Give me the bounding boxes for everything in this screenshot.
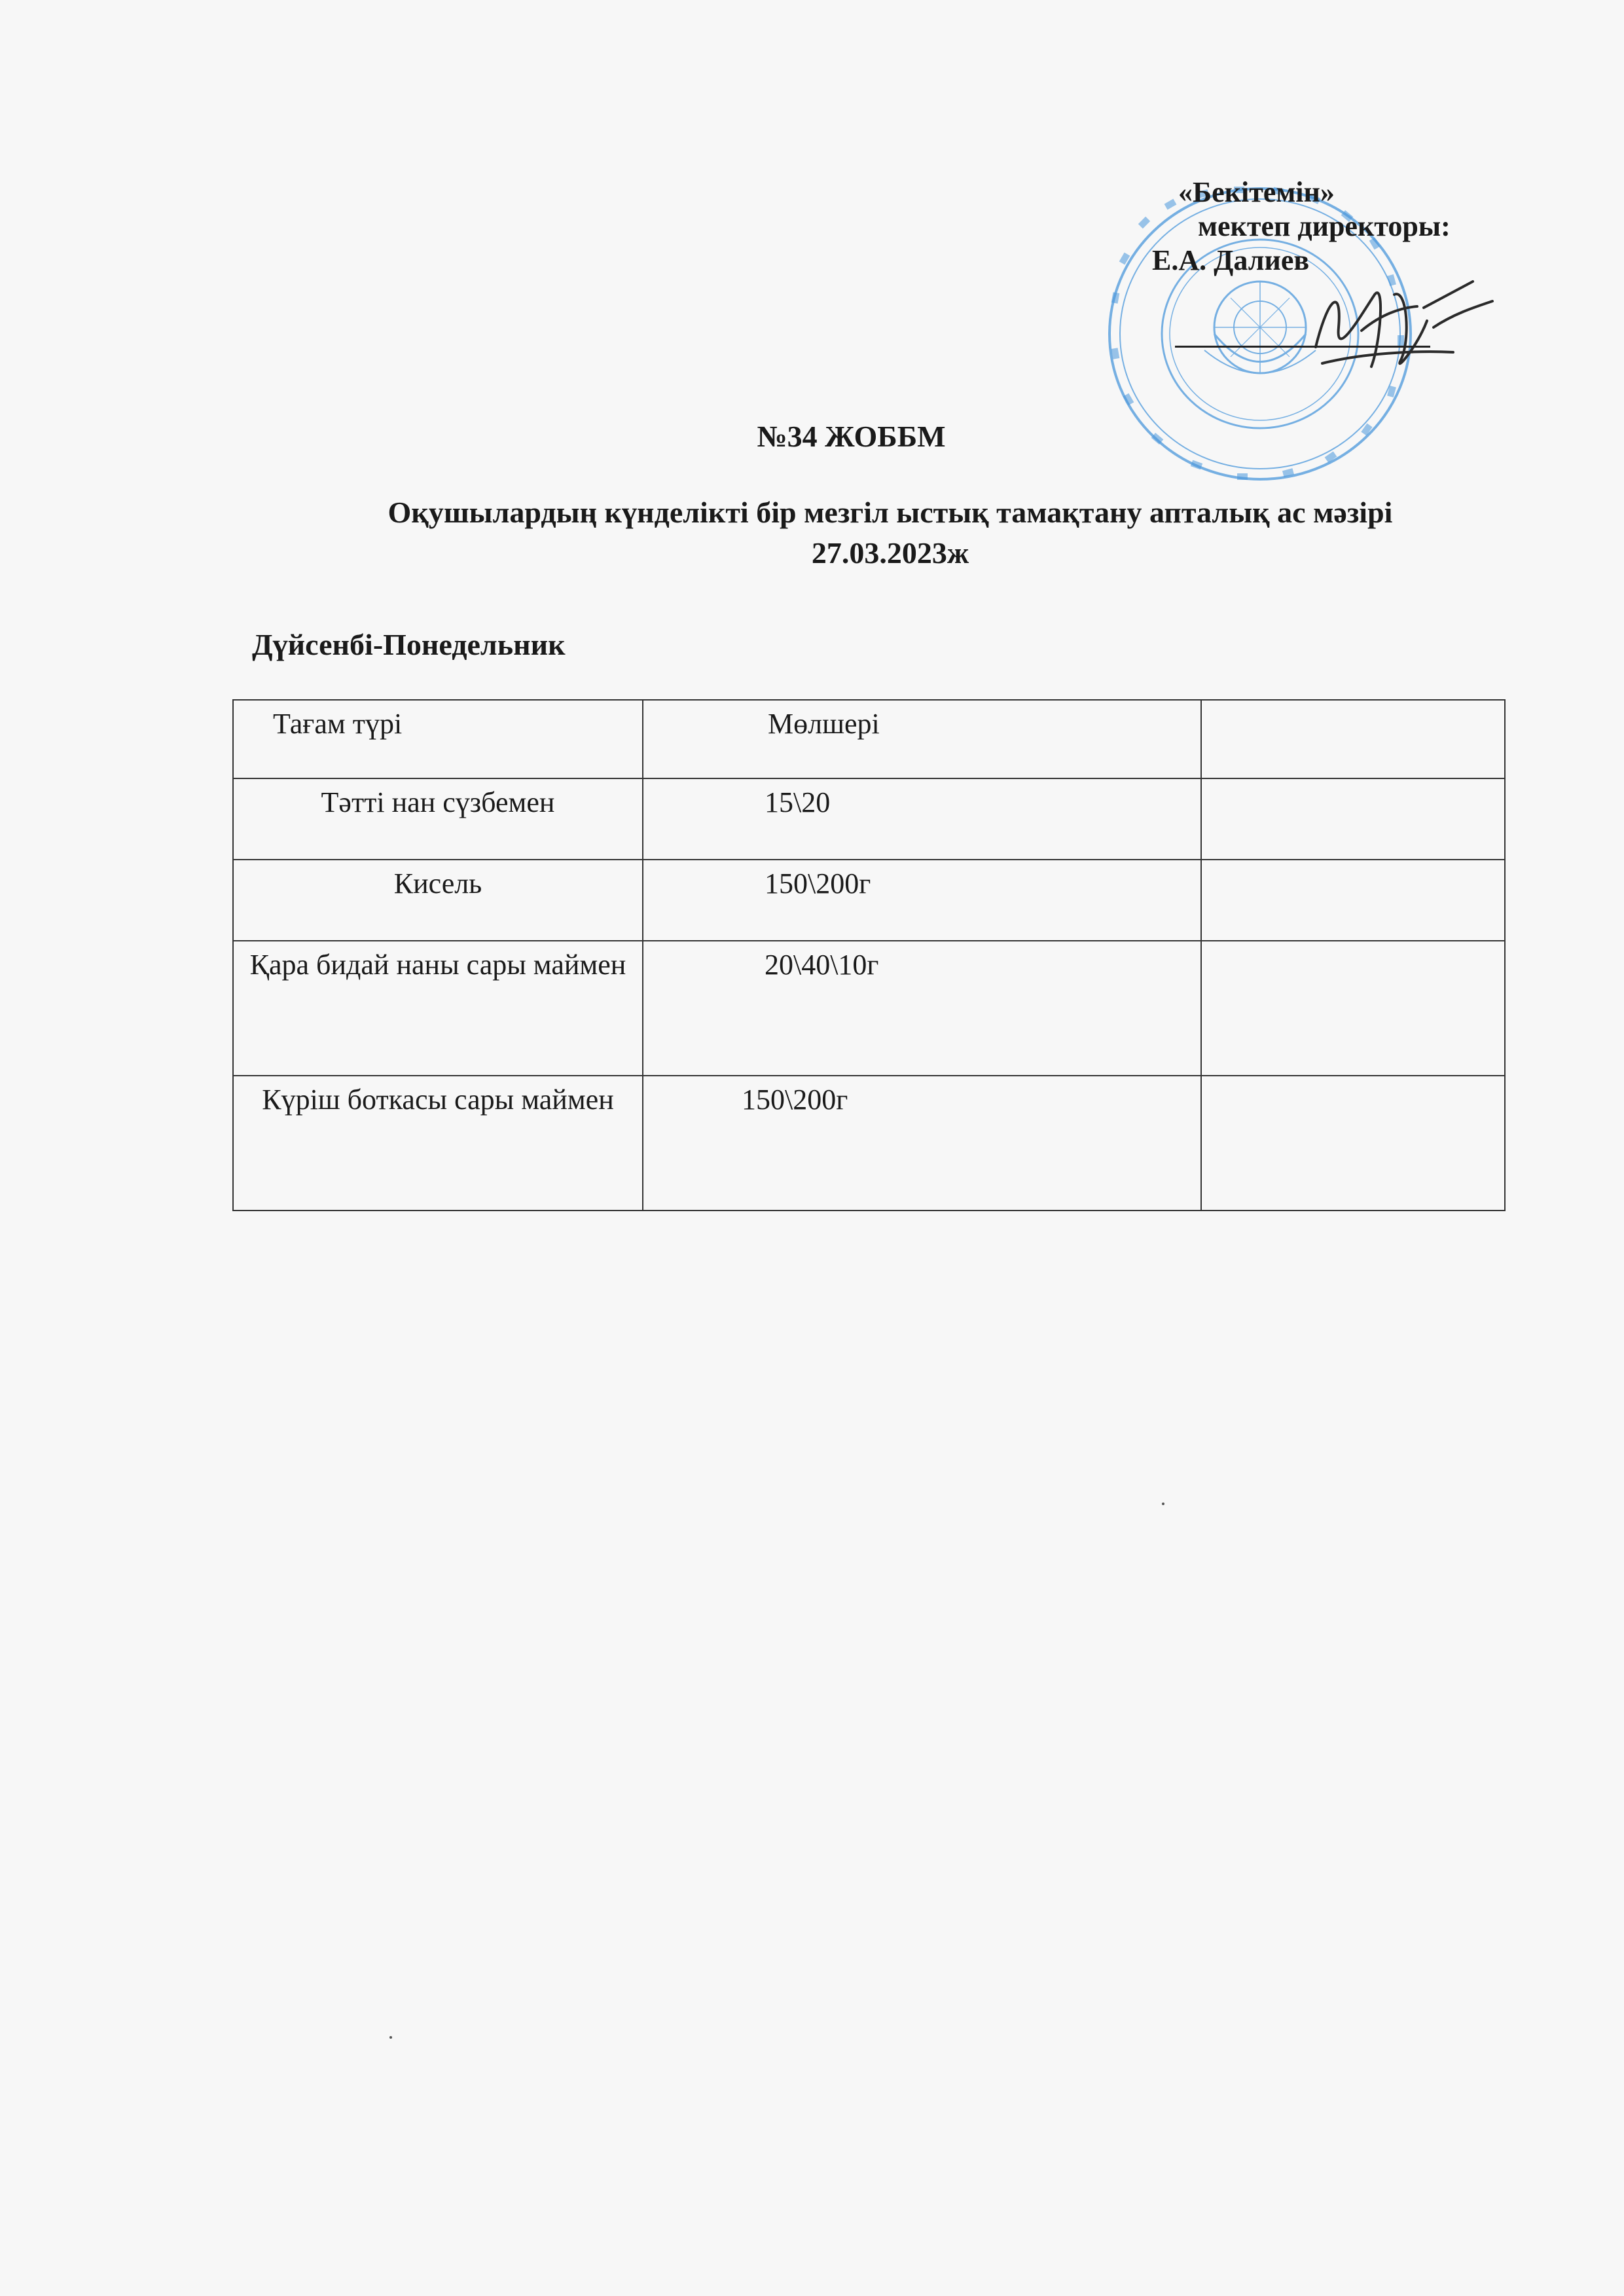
signature-line bbox=[1175, 346, 1430, 348]
approval-block bbox=[1152, 175, 1545, 278]
note-cell bbox=[1201, 1076, 1505, 1211]
amount-cell: 150\200г bbox=[643, 1076, 1201, 1211]
amount-cell: 150\200г bbox=[643, 860, 1201, 941]
approval-name: Е.А. Далиев bbox=[1152, 244, 1310, 276]
table-row bbox=[233, 1076, 1505, 1211]
title-date: 27.03.2023ж bbox=[811, 536, 969, 570]
day-label: Дүйсенбі-Понедельник bbox=[252, 628, 566, 661]
title-line: Оқушылардың күнделікті бір мезгіл ыстық тамақтану апталық ас мәзірі bbox=[388, 496, 1393, 529]
note-cell bbox=[1201, 778, 1505, 860]
table-header-row bbox=[233, 700, 1505, 778]
scan-speck bbox=[1162, 1503, 1164, 1505]
header-dish: Тағам түрі bbox=[233, 700, 643, 778]
table-row bbox=[233, 941, 1505, 1076]
note-cell bbox=[1201, 860, 1505, 941]
scan-speck bbox=[389, 2036, 392, 2039]
note-cell bbox=[1201, 941, 1505, 1076]
school-name: №34 ЖОББМ bbox=[757, 420, 946, 453]
dish-cell: Қара бидай наны сары маймен bbox=[233, 941, 643, 1076]
amount-cell: 20\40\10г bbox=[643, 941, 1201, 1076]
menu-table bbox=[232, 699, 1506, 1211]
dish-cell: Күріш боткасы сары маймен bbox=[233, 1076, 643, 1211]
signature-icon bbox=[1303, 268, 1499, 380]
approval-heading: «Бекітемін» bbox=[1178, 176, 1335, 208]
header-amount: Мөлшері bbox=[643, 700, 1201, 778]
page-title bbox=[232, 492, 1548, 574]
approval-position: мектеп директоры: bbox=[1198, 210, 1451, 242]
table-row bbox=[233, 778, 1505, 860]
header-note bbox=[1201, 700, 1505, 778]
dish-cell: Кисель bbox=[233, 860, 643, 941]
dish-cell: Тәтті нан сүзбемен bbox=[233, 778, 643, 860]
amount-cell: 15\20 bbox=[643, 778, 1201, 860]
table-row bbox=[233, 860, 1505, 941]
